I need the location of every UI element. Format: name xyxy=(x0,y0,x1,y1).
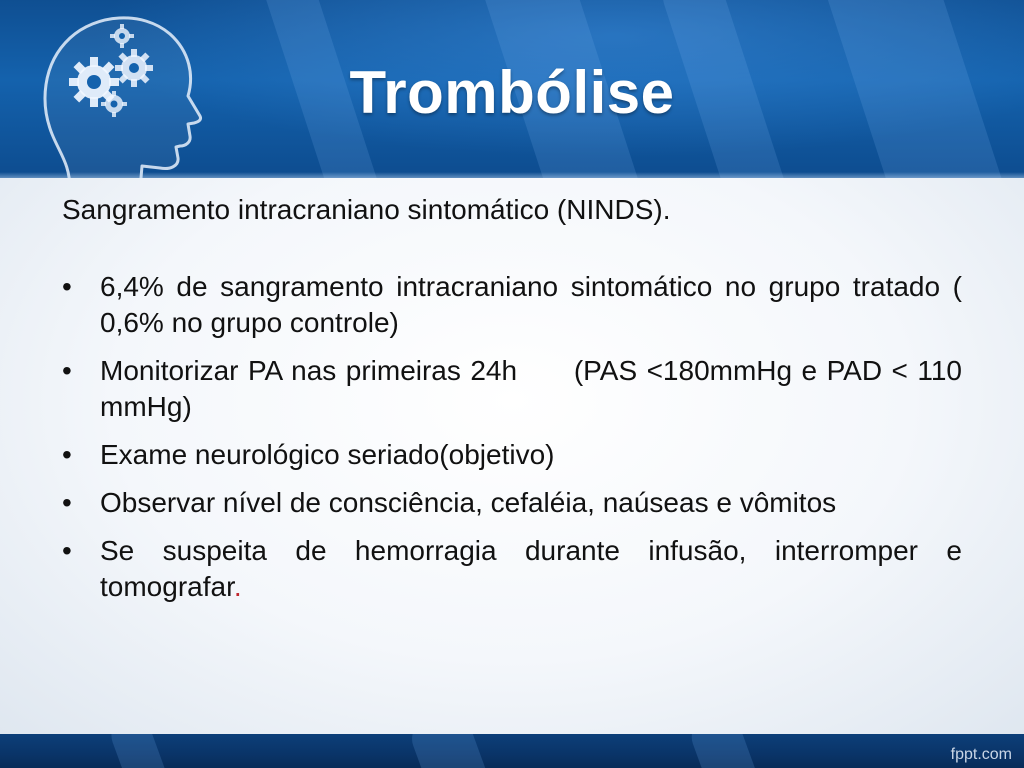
intro-text: Sangramento intracraniano sintomático (NINDS). xyxy=(62,194,671,225)
bullet-marker: • xyxy=(62,355,72,386)
slide-header xyxy=(0,0,1024,178)
slide-footer xyxy=(0,734,1024,768)
brand-watermark: fppt.com xyxy=(950,746,1012,763)
slide-title: Trombólise xyxy=(349,59,675,126)
bullet-text: Exame neurológico seriado(objetivo) xyxy=(100,439,555,470)
list-item xyxy=(62,533,962,605)
bullet-list xyxy=(62,269,970,605)
slide-content xyxy=(0,178,1024,734)
list-item xyxy=(62,437,962,473)
bullet-marker: • xyxy=(62,535,72,566)
bullet-text: Se suspeita de hemorragia durante infusão, interromper e tomografar xyxy=(100,535,962,602)
bullet-text: Monitorizar PA nas primeiras 24h (PAS <180mmHg e PAD < 110 mmHg) xyxy=(100,355,970,422)
list-item xyxy=(62,353,970,425)
bullet-text: Observar nível de consciência, cefaléia, naúseas e vômitos xyxy=(100,487,837,518)
bullet-text: 6,4% de sangramento intracraniano sintomático no grupo tratado ( 0,6% no grupo controle) xyxy=(100,271,962,338)
trailing-period: . xyxy=(233,571,242,602)
bullet-marker: • xyxy=(62,271,72,302)
list-item xyxy=(62,485,962,521)
list-item xyxy=(62,269,962,341)
slide-body xyxy=(62,192,970,617)
bullet-marker: • xyxy=(62,487,72,518)
bullet-marker: • xyxy=(62,439,72,470)
